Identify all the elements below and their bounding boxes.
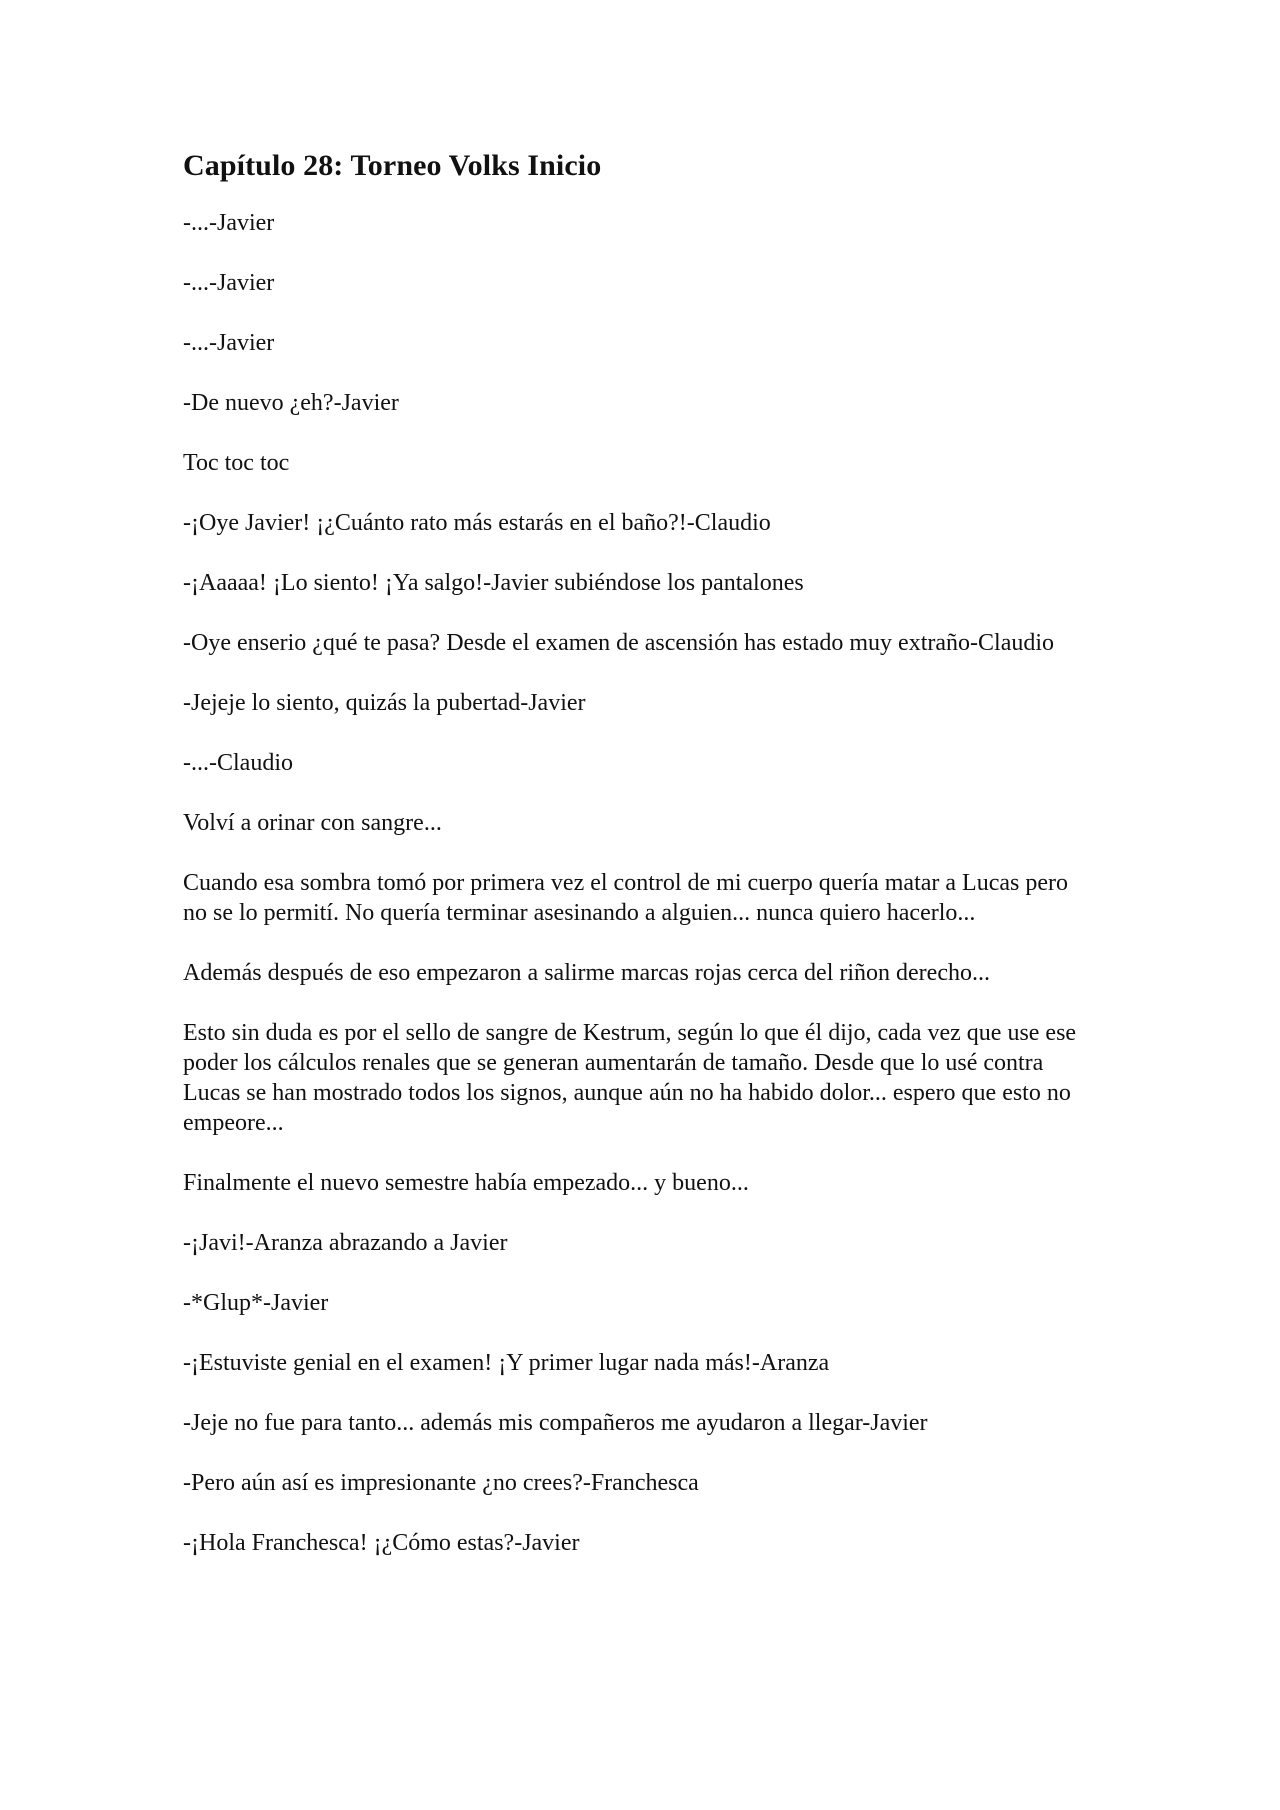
paragraph: -...-Javier xyxy=(183,270,275,296)
paragraph: -...-Javier xyxy=(183,210,275,236)
paragraph: -¡Oye Javier! ¡¿Cuánto rato más estarás en el baño?!-Claudio xyxy=(183,510,771,536)
document-body xyxy=(183,148,1093,1588)
paragraph: -De nuevo ¿eh?-Javier xyxy=(183,390,399,416)
paragraph: -¡Aaaaa! ¡Lo siento! ¡Ya salgo!-Javier subiéndose los pantalones xyxy=(183,570,804,596)
paragraph: -Pero aún así es impresionante ¿no crees?-Franchesca xyxy=(183,1470,699,1496)
paragraph: -Jejeje lo siento, quizás la pubertad-Javier xyxy=(183,690,586,716)
paragraph: -...-Claudio xyxy=(183,750,293,776)
paragraph: -*Glup*-Javier xyxy=(183,1290,329,1316)
chapter-title: Capítulo 28: Torneo Volks Inicio xyxy=(183,149,602,182)
paragraph: Esto sin duda es por el sello de sangre de Kestrum, según lo que él dijo, cada vez que use ese poder los cálculos renales que se generan aumentarán de tamaño. Desde que lo usé contra Lucas se han mostrado todos los signos, aunque aún no ha habido dolor... espero que esto no empeore... xyxy=(183,1020,1077,1136)
paragraph: -¡Estuviste genial en el examen! ¡Y primer lugar nada más!-Aranza xyxy=(183,1350,830,1376)
paragraph: Volví a orinar con sangre... xyxy=(183,810,442,836)
paragraph: Además después de eso empezaron a salirme marcas rojas cerca del riñon derecho... xyxy=(183,960,990,986)
paragraph: -...-Javier xyxy=(183,330,275,356)
paragraph: -¡Javi!-Aranza abrazando a Javier xyxy=(183,1230,508,1256)
paragraph: Toc toc toc xyxy=(183,450,290,476)
paragraph: -¡Hola Franchesca! ¡¿Cómo estas?-Javier xyxy=(183,1530,580,1556)
paragraph: Cuando esa sombra tomó por primera vez el control de mi cuerpo quería matar a Lucas pero no se lo permití. No quería terminar asesinando a alguien... nunca quiero hacerlo... xyxy=(183,870,1068,926)
paragraph: Finalmente el nuevo semestre había empezado... y bueno... xyxy=(183,1170,749,1196)
paragraph: -Oye enserio ¿qué te pasa? Desde el examen de ascensión has estado muy extraño-Claudio xyxy=(183,630,1055,656)
paragraph: -Jeje no fue para tanto... además mis compañeros me ayudaron a llegar-Javier xyxy=(183,1410,928,1436)
